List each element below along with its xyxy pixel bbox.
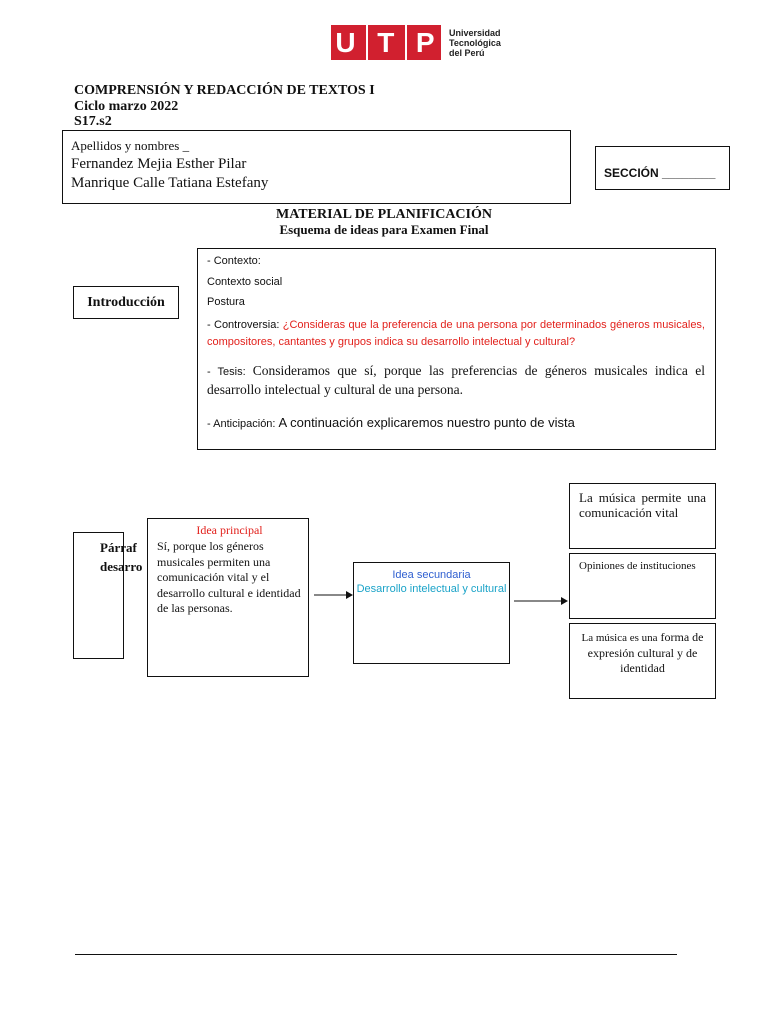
session-label: S17.s2 xyxy=(74,114,112,129)
support-text: forma de expresión cultural y de identidad xyxy=(587,630,704,675)
logo-mark xyxy=(331,25,441,60)
support-box xyxy=(569,553,716,619)
main-title: MATERIAL DE PLANIFICACIÓN xyxy=(276,207,492,222)
student-names-box xyxy=(62,130,571,204)
tesis-line xyxy=(207,362,705,398)
names-label: Apellidos y nombres _ xyxy=(71,138,190,153)
course-title: COMPRENSIÓN Y REDACCIÓN DE TEXTOS I xyxy=(74,83,375,98)
idea-principal-title: Idea principal xyxy=(196,523,263,537)
controversia-label: - Controversia: xyxy=(207,319,283,331)
idea-principal-box xyxy=(147,518,309,677)
idea-secundaria-title: Idea secundaria xyxy=(392,569,471,581)
section-box xyxy=(595,146,730,190)
logo-text-line: Universidad xyxy=(449,27,501,38)
controversia-line xyxy=(207,317,705,351)
support-box xyxy=(569,483,716,549)
logo-separator xyxy=(366,25,368,60)
footer-divider xyxy=(75,954,677,955)
cycle-label: Ciclo marzo 2022 xyxy=(74,99,179,114)
development-label-line: desarro xyxy=(100,559,143,574)
development-label-line: Párraf xyxy=(100,540,137,555)
logo-separator xyxy=(405,25,407,60)
logo-letter-u: U xyxy=(335,26,358,58)
logo-text-line: del Perú xyxy=(449,47,485,58)
support-text: Opiniones de instituciones xyxy=(579,560,696,572)
idea-secundaria-text: Desarrollo intelectual y cultural xyxy=(356,583,507,595)
student-name: Fernandez Mejia Esther Pilar xyxy=(71,156,247,172)
arrow-right-icon xyxy=(512,594,569,608)
contexto-social-line: Contexto social xyxy=(207,276,283,288)
logo-text-line: Tecnológica xyxy=(449,37,501,48)
idea-principal-text: Sí, porque los géneros musicales permiten una comunicación vital y el desarrollo cultural e identidad de las personas. xyxy=(157,539,301,615)
contexto-line: - Contexto: xyxy=(207,255,261,267)
tesis-label: - Tesis: xyxy=(207,366,253,378)
logo-letter-t: T xyxy=(377,26,397,58)
support-text: La música es una xyxy=(581,632,658,644)
section-label: SECCIÓN ________ xyxy=(604,166,716,180)
student-name: Manrique Calle Tatiana Estefany xyxy=(71,175,269,191)
introduction-box xyxy=(197,248,716,450)
arrow-right-icon xyxy=(312,588,354,602)
anticipacion-text: A continuación explicaremos nuestro punto de vista xyxy=(278,415,575,430)
introduction-label: Introducción xyxy=(73,286,179,319)
idea-secundaria-box xyxy=(353,562,510,664)
anticipacion-line xyxy=(207,415,705,430)
sub-title: Esquema de ideas para Examen Final xyxy=(279,222,489,237)
support-box xyxy=(569,623,716,699)
postura-line: Postura xyxy=(207,296,245,308)
development-label xyxy=(100,538,142,576)
tesis-text: Consideramos que sí, porque las preferencias de géneros musicales indica el desarrollo intelectual y cultural de una persona. xyxy=(207,363,705,397)
logo-letter-p: P xyxy=(415,26,437,58)
logo-wordmark xyxy=(449,28,501,58)
support-text: La música permite una comunicación vital xyxy=(579,490,706,520)
utp-logo xyxy=(331,25,501,60)
anticipacion-label: - Anticipación: xyxy=(207,418,279,430)
controversia-question: ¿Consideras que la preferencia de una persona por determinados géneros musicales, compositores, cantantes y grupos indica su desarrollo intelectual y cultural? xyxy=(207,319,705,348)
